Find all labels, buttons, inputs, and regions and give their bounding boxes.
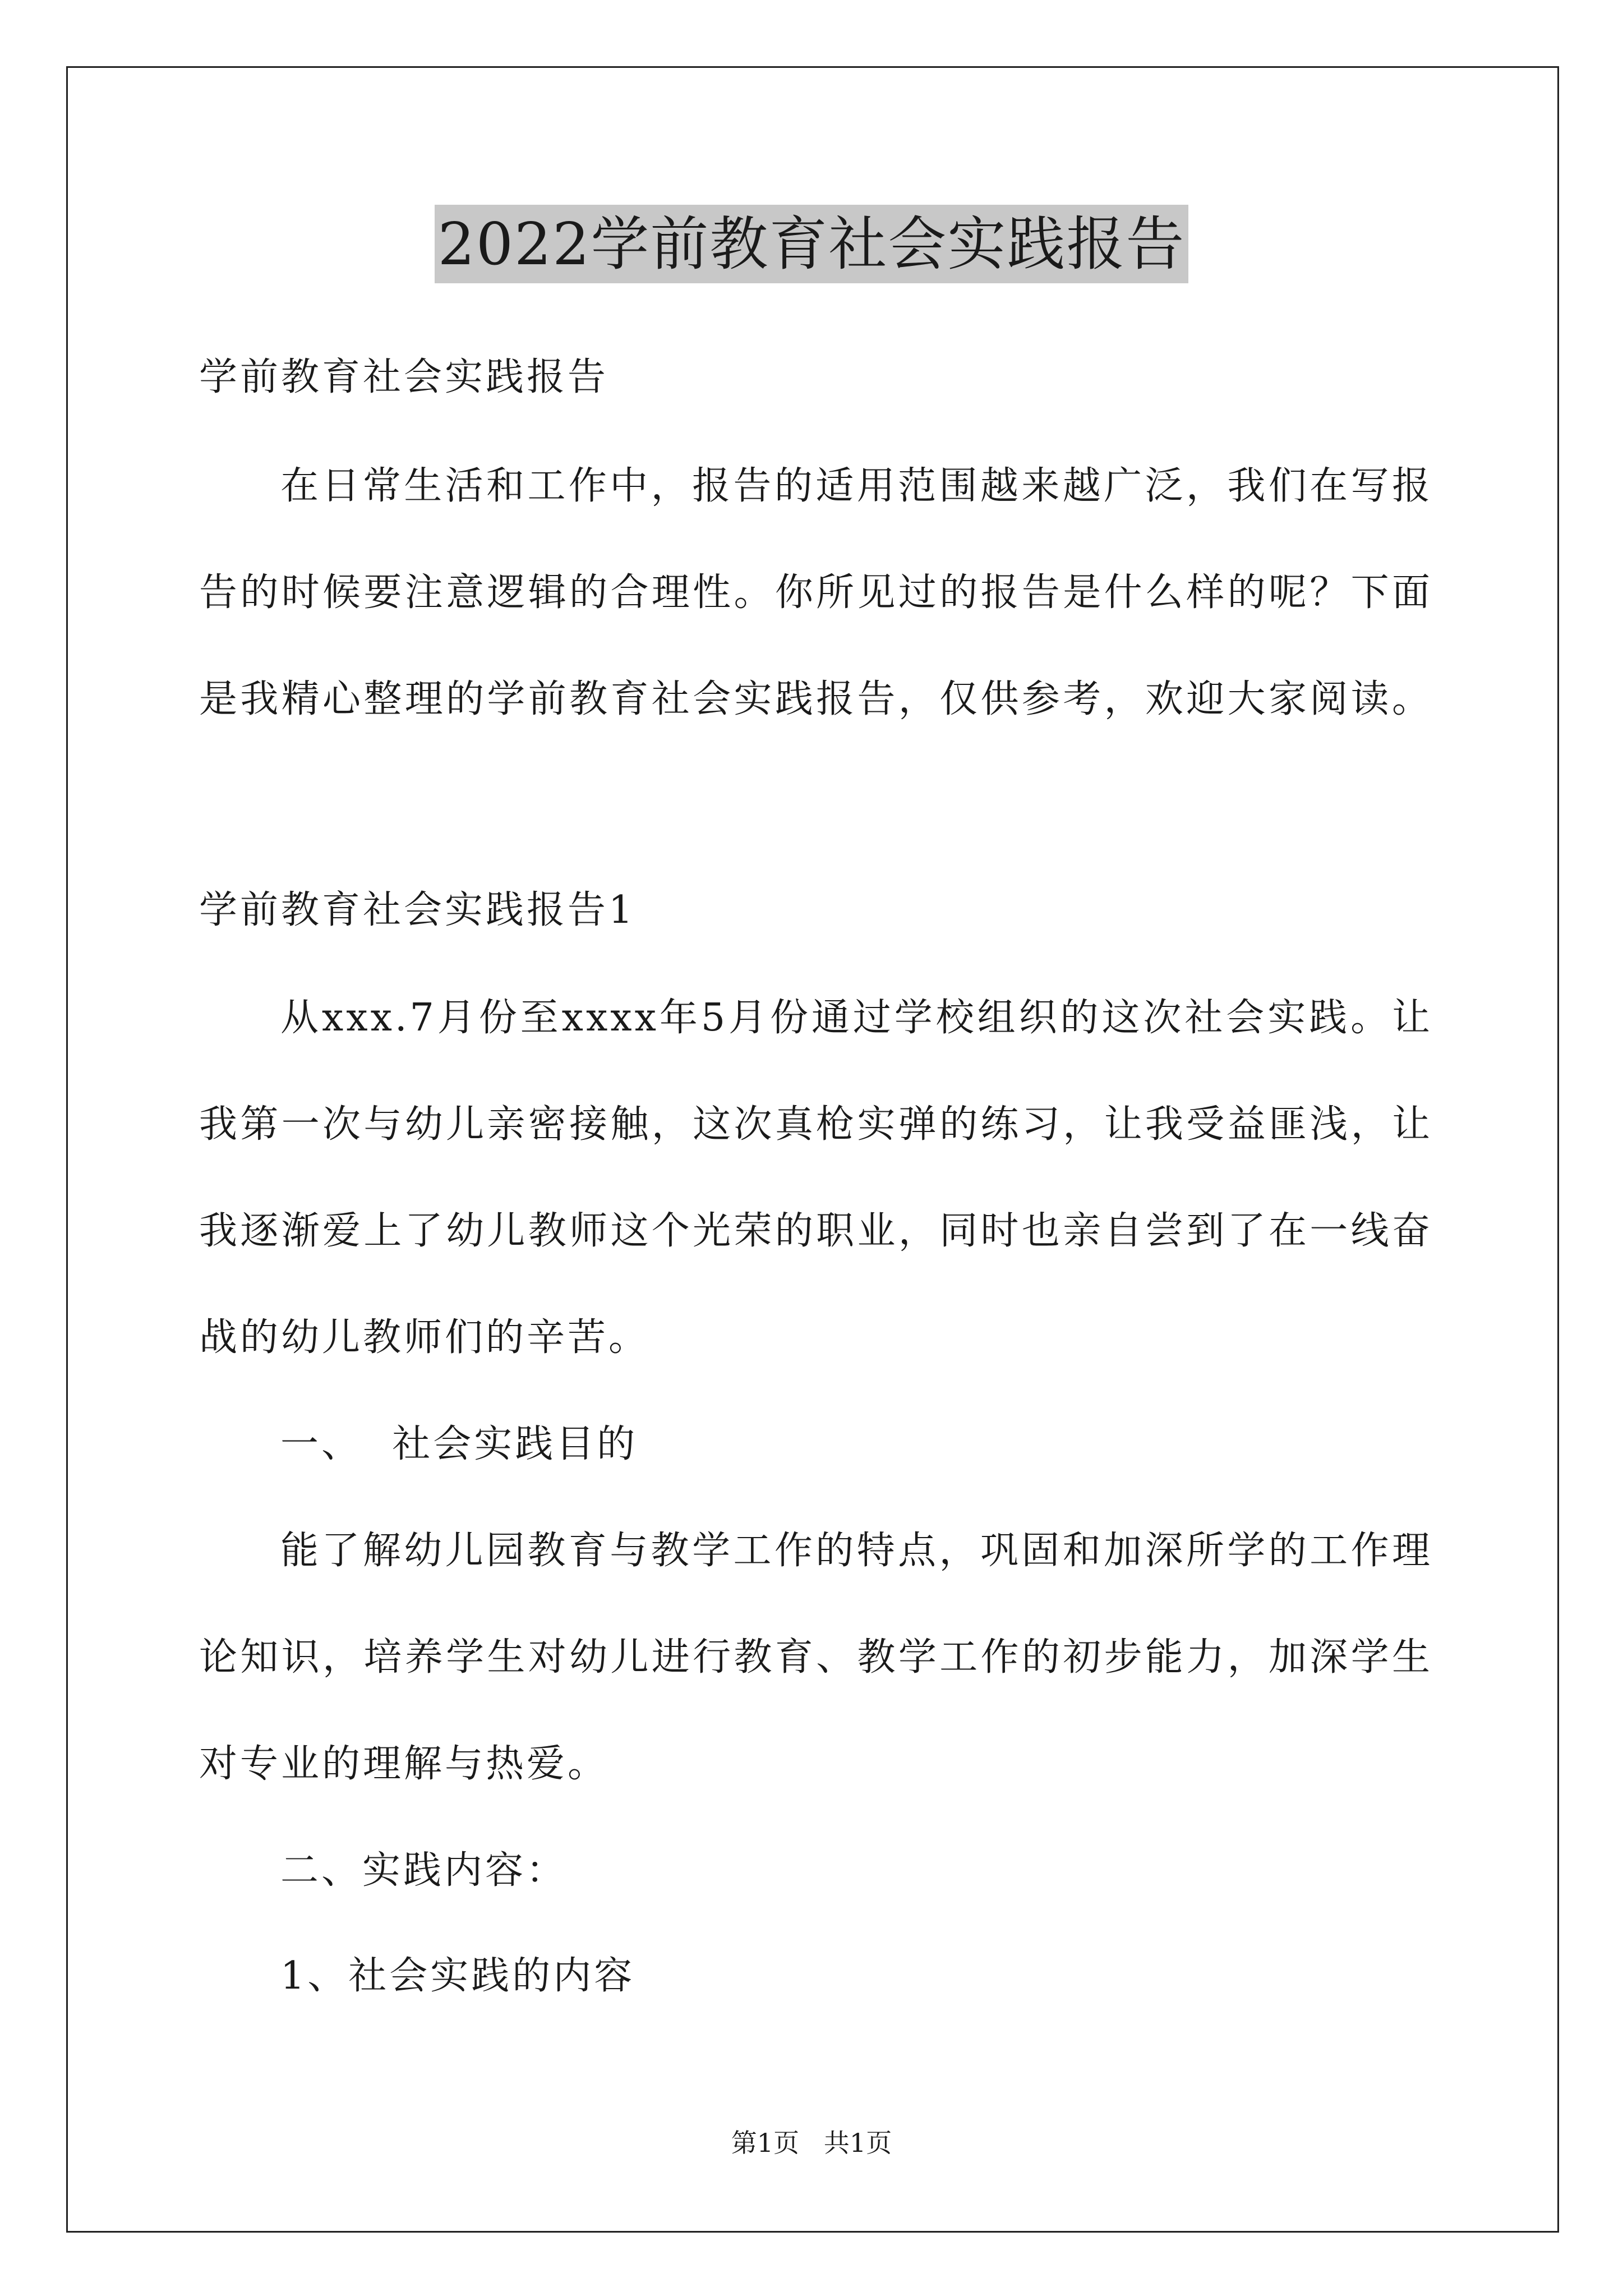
paragraph-line: 我第一次与幼儿亲密接触，这次真枪实弹的练习，让我受益匪浅，让 (199, 1102, 1433, 1147)
paragraph-line: 从xxx.7月份至xxxx年5月份通过学校组织的这次社会实践。让 (280, 996, 1433, 1040)
paragraph-line: 论知识，培养学生对幼儿进行教育、教学工作的初步能力，加深学生 (199, 1635, 1433, 1680)
title-container (0, 205, 1623, 283)
section-heading: 学前教育社会实践报告1 (199, 888, 636, 932)
page-footer: 第1页 共1页 (731, 2128, 892, 2158)
intro-line: 告的时候要注意逻辑的合理性。你所见过的报告是什么样的呢？下面 (199, 570, 1433, 615)
paragraph-line: 战的幼儿教师们的辛苦。 (199, 1315, 650, 1360)
document-title: 2022学前教育社会实践报告 (435, 205, 1189, 283)
document-subtitle: 学前教育社会实践报告 (199, 355, 609, 399)
subheading-content: 二、实践内容： (280, 1848, 568, 1893)
paragraph-line: 对专业的理解与热爱。 (199, 1742, 609, 1786)
paragraph-line: 能了解幼儿园教育与教学工作的特点，巩固和加深所学的工作理 (280, 1529, 1433, 1573)
subheading-purpose: 一、 社会实践目的 (280, 1422, 638, 1466)
subheading-content-item: 1、社会实践的内容 (280, 1954, 635, 1998)
intro-line: 是我精心整理的学前教育社会实践报告，仅供参考，欢迎大家阅读。 (199, 677, 1433, 721)
paragraph-line: 我逐渐爱上了幼儿教师这个光荣的职业，同时也亲自尝到了在一线奋 (199, 1209, 1433, 1253)
intro-line: 在日常生活和工作中，报告的适用范围越来越广泛，我们在写报 (280, 464, 1433, 508)
